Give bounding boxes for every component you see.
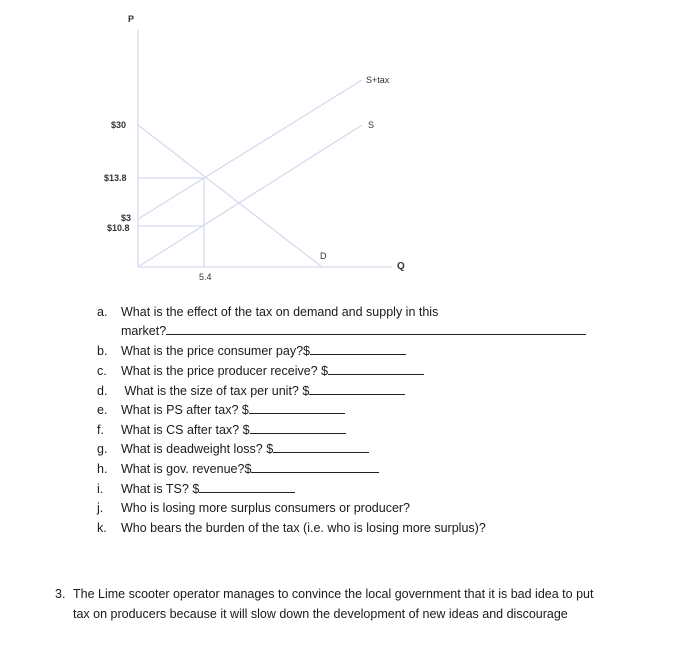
- question-f: [97, 423, 346, 437]
- question-letter: c.: [97, 364, 107, 378]
- answer-blank[interactable]: [328, 364, 424, 375]
- price-label-3: $3: [121, 213, 132, 223]
- question-d: [97, 384, 405, 398]
- question-text: What is the size of tax per unit? $: [121, 384, 310, 398]
- question-text: Who bears the burden of the tax (i.e. who is losing more surplus)?: [121, 521, 486, 535]
- supply-demand-graph: [0, 0, 700, 300]
- question-text: What is the price consumer pay?$: [121, 344, 310, 358]
- question-text: What is PS after tax? $: [121, 403, 249, 417]
- question-letter: j.: [97, 501, 104, 515]
- quantity-label: 5.4: [199, 272, 212, 282]
- question-c: [97, 364, 424, 378]
- question-letter: h.: [97, 462, 108, 476]
- question-k: [97, 521, 486, 535]
- problem-3-line-2: tax on producers because it will slow down the development of new ideas and discourage: [73, 607, 568, 621]
- supply-tax-label: S+tax: [366, 75, 390, 85]
- price-label-13-8: $13.8: [104, 173, 127, 183]
- question-text: What is TS? $: [121, 482, 200, 496]
- question-a-cont: [121, 324, 586, 338]
- problem-text: The Lime scooter operator manages to convince the local government that it is bad idea to put: [73, 587, 594, 601]
- question-e: [97, 403, 345, 417]
- question-text: What is gov. revenue?$: [121, 462, 252, 476]
- supply-curve: [138, 125, 362, 267]
- question-letter: k.: [97, 521, 107, 535]
- price-label-10-8: $10.8: [107, 223, 130, 233]
- supply-tax-curve: [138, 80, 362, 219]
- answer-blank[interactable]: [249, 403, 345, 414]
- q-axis-label: Q: [397, 261, 405, 272]
- problem-number: 3.: [55, 587, 66, 601]
- question-letter: a.: [97, 305, 108, 319]
- question-g: [97, 442, 369, 456]
- question-letter: i.: [97, 482, 104, 496]
- question-text: What is deadweight loss? $: [121, 442, 274, 456]
- demand-curve: [138, 125, 322, 267]
- answer-blank[interactable]: [199, 482, 295, 493]
- question-letter: b.: [97, 344, 108, 358]
- question-text: What is the effect of the tax on demand and supply in this: [121, 305, 439, 319]
- answer-blank[interactable]: [310, 344, 406, 355]
- demand-label: D: [320, 251, 327, 261]
- answer-blank[interactable]: [166, 324, 586, 335]
- question-text: What is CS after tax? $: [121, 423, 250, 437]
- answer-blank[interactable]: [251, 462, 379, 473]
- question-letter: d.: [97, 384, 108, 398]
- supply-label: S: [368, 120, 375, 130]
- question-text: What is the price producer receive? $: [121, 364, 329, 378]
- question-j: [97, 501, 410, 515]
- question-text: Who is losing more surplus consumers or producer?: [121, 501, 411, 515]
- answer-blank[interactable]: [273, 442, 369, 453]
- answer-blank[interactable]: [250, 423, 346, 434]
- price-label-30: $30: [111, 120, 127, 130]
- question-b: [97, 344, 406, 358]
- question-a: [97, 305, 438, 319]
- answer-blank[interactable]: [309, 384, 405, 395]
- question-letter: f.: [97, 423, 104, 437]
- problem-3-line-1: [55, 587, 593, 601]
- question-letter: g.: [97, 442, 108, 456]
- question-h: [97, 462, 379, 476]
- question-text: market?: [121, 324, 167, 338]
- p-axis-label: P: [128, 14, 135, 24]
- question-i: [97, 482, 295, 496]
- question-letter: e.: [97, 403, 108, 417]
